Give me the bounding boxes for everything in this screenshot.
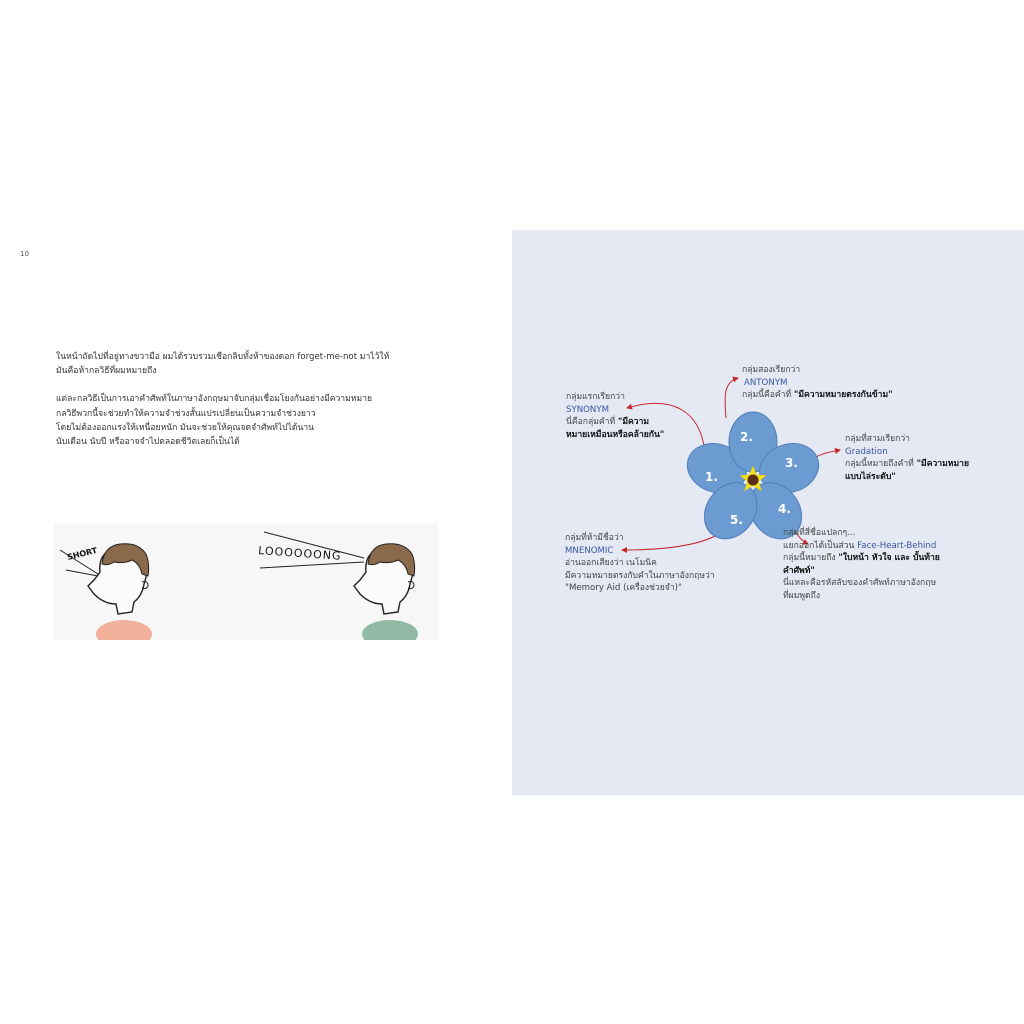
mnemonic-caption <box>565 532 715 595</box>
caption-line: อ่านออกเสียงว่า เนโมนิค <box>565 558 657 569</box>
body-text <box>56 350 396 463</box>
text-line: นับเดือน นับปี หรืออาจจำไปตลอดชีวิตเลยก็เป็นได้ <box>56 437 240 448</box>
text-line: แต่ละกลวิธีเป็นการเอาคำศัพท์ในภาษาอังกฤษมาจับกลุ่มเชื่อมโยงกันอย่างมีความหมาย <box>56 394 372 405</box>
face-heart-behind-caption <box>783 527 940 603</box>
caption-intro: กลุ่มที่สามเรียกว่า <box>845 434 910 444</box>
caption-intro: กลุ่มสองเรียกว่า <box>742 365 801 375</box>
paragraph-2 <box>56 392 396 449</box>
caption-intro: กลุ่มแรกเรียกว่า <box>566 392 625 402</box>
text-line: โดยไม่ต้องออกแรงให้เหนื่อยหนัก มันจะช่วยให้คุณจดจำศัพท์ไปได้นาน <box>56 422 315 433</box>
caption-intro: กลุ่มที่สี่ชื่อแปลกๆ... <box>783 528 856 538</box>
petal-label-4: 4. <box>778 502 791 516</box>
antonym-keyword: ANTONYM <box>744 377 788 388</box>
petal-label-2: 2. <box>740 430 753 444</box>
text-line: ในหน้าถัดไปที่อยู่ทางขวามือ ผมได้รวบรวมเชือกลิบทั้งห้าของดอก forget-me-not มาไว้ให้ <box>56 352 390 362</box>
mnemonic-keyword: MNENOMIC <box>565 545 614 556</box>
forget-me-not-panel <box>512 230 1024 795</box>
flower-diagram <box>512 230 1024 795</box>
caption-line: กลุ่มนี้หมายถึง "ใบหน้า หัวใจ และ บั้นท้าย <box>783 553 940 564</box>
paragraph-1 <box>56 350 396 378</box>
caption-line: คำศัพท์" <box>783 565 815 576</box>
face-heart-behind-keyword: Face-Heart-Behind <box>857 540 937 551</box>
short-memory-person <box>88 544 152 640</box>
text-line: กลวิธีพวกนี้จะช่วยทำให้ความจำช่วงสั้นแปรเปลี่ยนเป็นความจำช่วงยาว <box>56 408 316 419</box>
caption-line: กลุ่มนี้คือคำที่ "มีความหมายตรงกันข้าม" <box>742 390 893 401</box>
page-number: 10 <box>20 250 29 258</box>
petal-label-1: 1. <box>705 470 718 484</box>
caption-line: กลุ่มนี้หมายถึงคำที่ "มีความหมาย <box>845 459 969 470</box>
caption-line: ที่ผมพูดถึง <box>783 590 821 601</box>
long-label: LOOOOOONG <box>257 544 342 563</box>
caption-line: "Memory Aid (เครื่องช่วยจำ)" <box>565 583 682 594</box>
caption-line: นี่แหละคือรหัสลับของคำศัพท์ภาษาอังกฤษ <box>783 578 937 589</box>
short-long-memory-illustration <box>54 524 438 640</box>
flower-center <box>748 475 759 486</box>
synonym-keyword: SYNONYM <box>566 404 609 415</box>
caption-line: นี่คือกลุ่มคำที่ "มีความ <box>566 417 650 428</box>
petal-label-3: 3. <box>785 456 798 470</box>
petal-label-5: 5. <box>730 513 743 527</box>
short-label: SHORT <box>66 545 99 562</box>
synonym-caption <box>566 391 664 441</box>
caption-line: แบบไล่ระดับ" <box>845 471 896 482</box>
caption-line: แยกออกได้เป็นส่วน Face-Heart-Behind <box>783 540 937 551</box>
caption-line: หมายเหมือนหรือคล้ายกัน" <box>566 429 665 440</box>
caption-line: มีความหมายตรงกับคำในภาษาอังกฤษว่า <box>565 570 715 581</box>
caption-intro: กลุ่มที่ห้ามีชื่อว่า <box>565 533 624 543</box>
gradation-keyword: Gradation <box>845 446 888 457</box>
text-line: มันคือห้ากลวิธีที่ผมหมายถึง <box>56 366 157 377</box>
arrow-antonym <box>725 378 738 418</box>
illustration-drawing <box>54 524 438 640</box>
gradation-caption <box>845 433 969 483</box>
antonym-caption <box>742 364 893 402</box>
